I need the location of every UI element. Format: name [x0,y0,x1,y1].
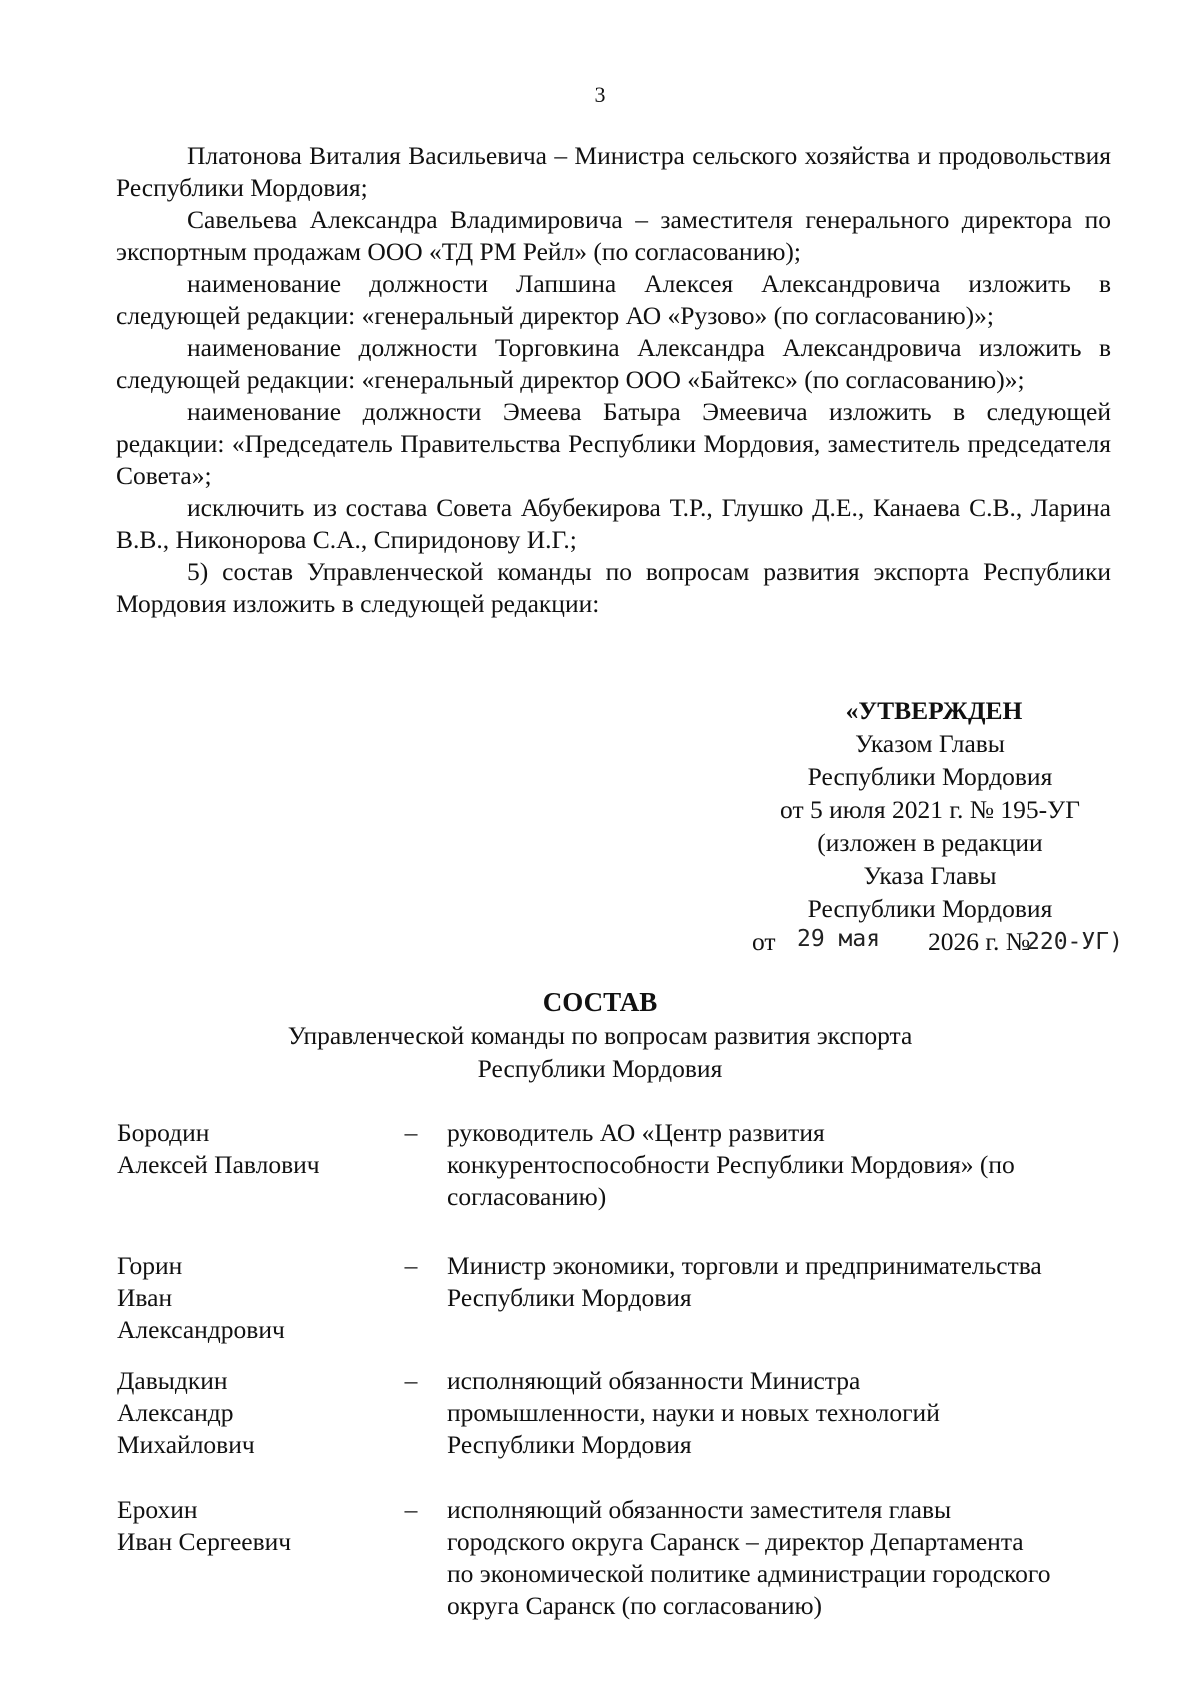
approval-date-line [730,925,1130,958]
role-line: Республики Мордовия [447,1283,692,1312]
role-line: Республики Мордовия [447,1430,692,1459]
member-name [117,1250,387,1346]
role-line: согласованию) [447,1182,607,1211]
name-line: Ерохин [117,1495,198,1524]
dash: – [404,1366,418,1395]
member-role [447,1117,1127,1213]
name-line: Александр [117,1398,234,1427]
composition-title [0,986,1200,1085]
name-line: Давыдкин [117,1366,228,1395]
approval-line: Указа Главы [863,861,997,890]
role-line: исполняющий обязанности Министра [447,1366,861,1395]
approval-line: Республики Мордовия [807,762,1053,791]
member-role [447,1365,1127,1461]
member-name [117,1365,387,1461]
name-line: Иван Сергеевич [117,1527,292,1556]
doc-subtitle: Республики Мордовия [477,1054,723,1083]
name-line: Иван [117,1283,173,1312]
role-line: руководитель АО «Центр развития [447,1118,825,1147]
approval-line: (изложен в редакции [817,828,1043,857]
doc-title: СОСТАВ [542,987,658,1017]
amendment-text [116,140,1111,620]
member-role [447,1494,1127,1622]
approval-mark: «УТВЕРЖДЕН [845,696,1023,725]
dash: – [404,1495,418,1524]
role-line: конкурентоспособности Республики Мордовия» (по [447,1150,1015,1179]
paragraph-platonov: Платонова Виталия Васильевича – Министра сельского хозяйства и продовольствия Республики Мордовия; [116,141,1111,202]
date-year: 2026 г. № [928,927,1031,956]
decree-number: 220-УГ) [1026,929,1123,955]
name-line: Горин [117,1251,183,1280]
dash: – [404,1118,418,1147]
approval-stamp [730,694,1130,958]
member-name [117,1494,387,1558]
paragraph-exclusions: исключить из состава Совета Абубекирова Т.Р., Глушко Д.Е., Канаева С.В., Ларина В.В., Никонорова С.А., Спиридонову И.Г.; [116,493,1111,554]
paragraph-emeev: наименование должности Эмеева Батыра Эмеевича изложить в следующей редакции: «Председатель Правительства Республики Мордовия, заместитель председателя Совета»; [116,397,1111,490]
approval-line: Республики Мордовия [807,894,1053,923]
paragraph-saveliev: Савельева Александра Владимировича – заместителя генерального директора по экспортным продажам ООО «ТД РМ Рейл» (по согласованию); [116,205,1111,266]
paragraph-composition: 5) состав Управленческой команды по вопросам развития экспорта Республики Мордовия изложить в следующей редакции: [116,557,1111,618]
role-line: исполняющий обязанности заместителя главы [447,1495,952,1524]
role-line: Министр экономики, торговли и предпринимательства [447,1251,1042,1280]
role-line: округа Саранск (по согласованию) [447,1591,823,1620]
paragraph-lapshin: наименование должности Лапшина Алексея Александровича изложить в следующей редакции: «генеральный директор АО «Рузово» (по согласованию)»; [116,269,1111,330]
name-line: Михайлович [117,1430,255,1459]
doc-subtitle: Управленческой команды по вопросам развития экспорта [287,1021,913,1050]
paragraph-torgovkin: наименование должности Торговкина Александра Александровича изложить в следующей редакции: «генеральный директор ООО «Байтекс» (по согласованию)»; [116,333,1111,394]
date-day: 29 мая [797,926,881,952]
role-line: промышленности, науки и новых технологий [447,1398,940,1427]
date-prefix: от [752,927,776,956]
name-line: Александрович [117,1315,285,1344]
role-line: городского округа Саранск – директор Департамента [447,1527,1024,1556]
approval-line: Указом Главы [855,729,1005,758]
member-name [117,1117,387,1181]
page-number: 3 [594,82,606,107]
approval-line: от 5 июля 2021 г. № 195-УГ [780,795,1080,824]
role-line: по экономической политике администрации городского [447,1559,1051,1588]
member-role [447,1250,1127,1314]
name-line: Алексей Павлович [117,1150,320,1179]
name-line: Бородин [117,1118,210,1147]
dash: – [404,1251,418,1280]
